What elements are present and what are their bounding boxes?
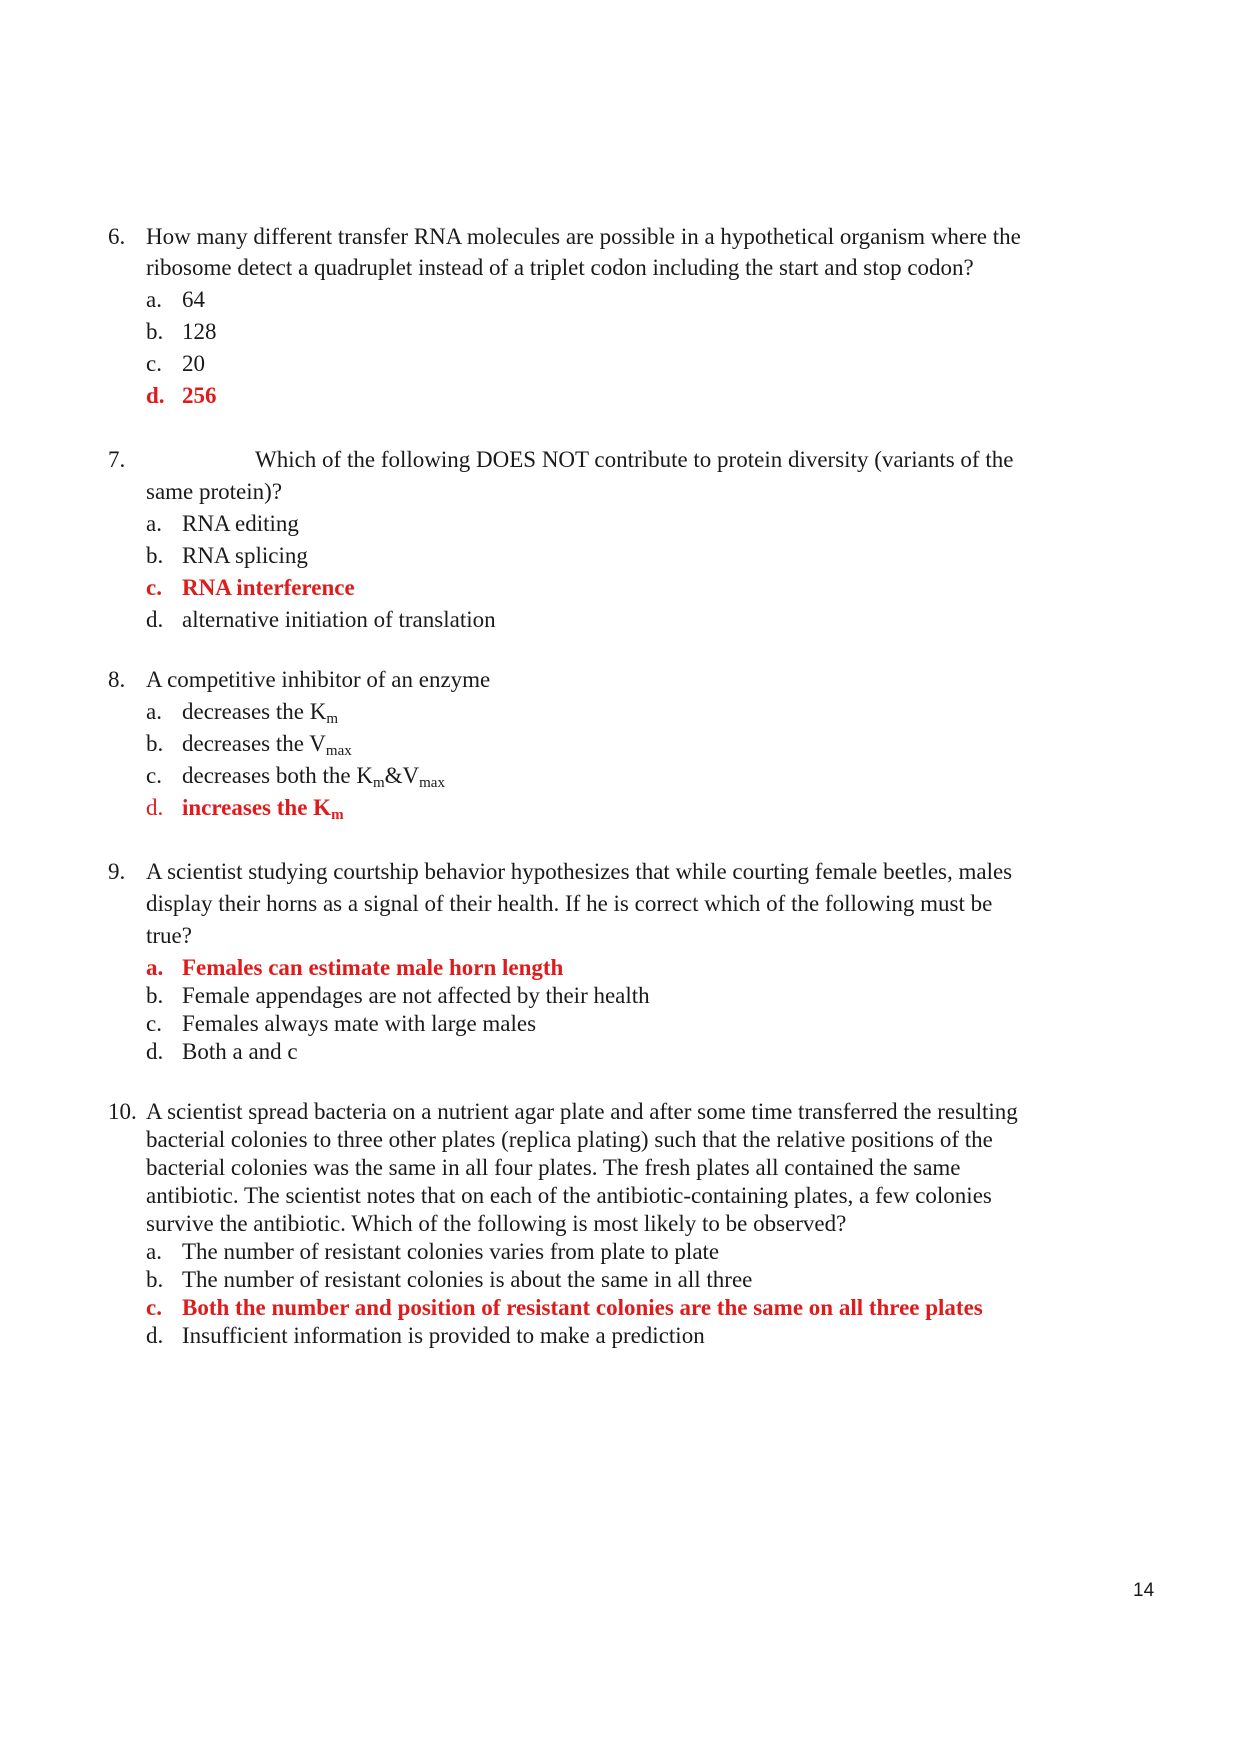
subscript: max xyxy=(419,775,445,791)
correct-option-letter: c. xyxy=(146,575,162,600)
option-text: 20 xyxy=(182,351,205,376)
option-text: RNA editing xyxy=(182,511,299,536)
question-stem-line: ribosome detect a quadruplet instead of a triplet codon including the start and stop codon? xyxy=(146,255,974,280)
option-text: Both a and c xyxy=(182,1039,298,1064)
question-number: 10. xyxy=(108,1099,137,1124)
question-stem-line: A competitive inhibitor of an enzyme xyxy=(146,667,491,692)
question-stem-line: true? xyxy=(146,923,192,948)
option-letter: c. xyxy=(146,351,162,376)
subscript: m xyxy=(331,807,344,823)
question-stem-line: bacterial colonies to three other plates (replica plating) such that the relative positions of the xyxy=(146,1127,993,1152)
question-number: 8. xyxy=(108,667,126,692)
question-stem-line: A scientist spread bacteria on a nutrient agar plate and after some time transferred the resulting xyxy=(146,1099,1018,1124)
question-number: 7. xyxy=(108,447,126,472)
option-text: RNA splicing xyxy=(182,543,308,568)
option-letter: a. xyxy=(146,1239,162,1264)
subscript: m xyxy=(326,711,338,727)
subscript: m xyxy=(372,775,385,791)
option-text: 64 xyxy=(182,287,205,312)
option-letter: a. xyxy=(146,511,162,536)
correct-option-text: increases the $K_m$ xyxy=(182,795,344,823)
correct-option-text: 256 xyxy=(182,383,217,408)
correct-option-text: RNA interference xyxy=(182,575,355,600)
question-stem-line: antibiotic. The scientist notes that on each of the antibiotic-containing plates, a few colonies xyxy=(146,1183,992,1208)
option-text: Females always mate with large males xyxy=(182,1011,537,1036)
option-text: Insufficient information is provided to make a prediction xyxy=(182,1323,705,1348)
question-stem-line: How many different transfer RNA molecules are possible in a hypothetical organism where the xyxy=(146,224,1021,249)
option-letter: a. xyxy=(146,699,162,724)
correct-option-text: Both the number and position of resistant colonies are the same on all three plates xyxy=(182,1295,983,1320)
option-text: The number of resistant colonies is about the same in all three xyxy=(182,1267,753,1292)
question-stem-line: A scientist studying courtship behavior hypothesizes that while courting female beetles, males xyxy=(146,859,1013,884)
option-text: alternative initiation of translation xyxy=(182,607,496,632)
option-letter: b. xyxy=(146,319,164,344)
page-number: 14 xyxy=(1133,1580,1155,1601)
option-text: decreases the $K_m$ xyxy=(182,699,338,727)
option-letter: d. xyxy=(146,1323,164,1348)
correct-option-letter: a. xyxy=(146,955,164,980)
option-letter: b. xyxy=(146,983,164,1008)
correct-option-letter: d. xyxy=(146,383,165,408)
option-letter: c. xyxy=(146,763,162,788)
option-letter: d. xyxy=(146,607,164,632)
option-letter: b. xyxy=(146,543,164,568)
question-stem-line: bacterial colonies was the same in all four plates. The fresh plates all contained the same xyxy=(146,1155,961,1180)
question-stem-line: same protein)? xyxy=(146,479,283,504)
correct-option-text: Females can estimate male horn length xyxy=(182,955,564,980)
subscript: max xyxy=(325,743,352,759)
option-letter: a. xyxy=(146,287,162,312)
correct-option-letter: c. xyxy=(146,1295,162,1320)
option-letter: b. xyxy=(146,1267,164,1292)
option-text: decreases both the $K_m\&V_{max}$ xyxy=(182,763,445,791)
question-stem-line: Which of the following DOES NOT contribute to protein diversity (variants of the xyxy=(255,447,1014,472)
option-text: 128 xyxy=(182,319,217,344)
correct-option-letter: d. xyxy=(146,795,164,820)
option-letter: b. xyxy=(146,731,164,756)
question-stem-line: display their horns as a signal of their health. If he is correct which of the following must be xyxy=(146,891,993,916)
option-letter: d. xyxy=(146,1039,164,1064)
question-number: 9. xyxy=(108,859,126,884)
option-text: Female appendages are not affected by their health xyxy=(182,983,650,1008)
option-text: decreases the $V_{max}$ xyxy=(182,731,352,759)
option-text: The number of resistant colonies varies from plate to plate xyxy=(182,1239,720,1264)
question-stem-line: survive the antibiotic. Which of the following is most likely to be observed? xyxy=(146,1211,847,1236)
option-letter: c. xyxy=(146,1011,162,1036)
question-number: 6. xyxy=(108,224,126,249)
